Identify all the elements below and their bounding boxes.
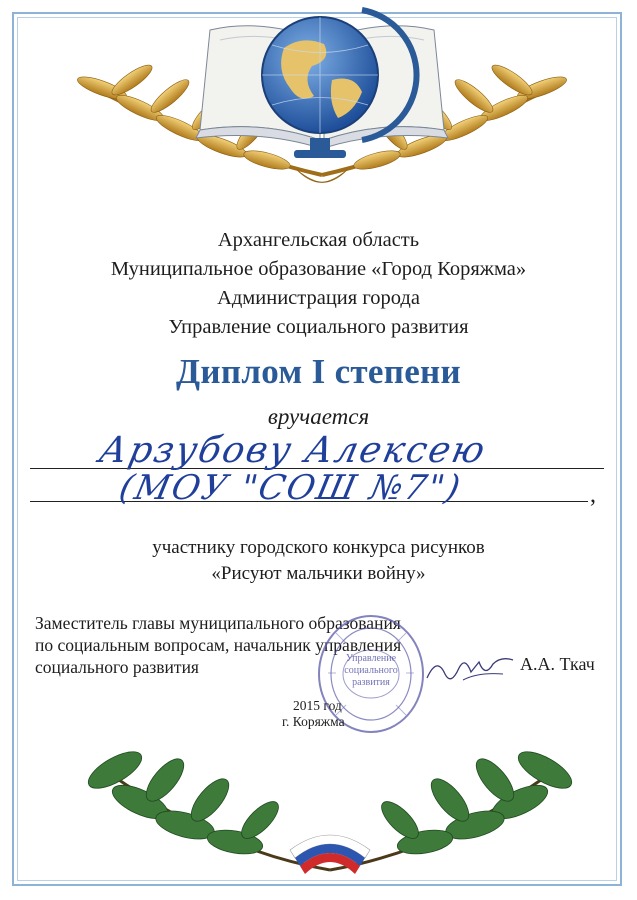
bottom-wreath-icon — [85, 730, 575, 880]
signatory-line-1: Заместитель главы муниципального образования — [35, 613, 401, 633]
stamp-center-text: Управление социального развития — [344, 653, 398, 688]
header-department: Управление социального развития — [168, 316, 469, 338]
header-region: Архангельская область — [217, 229, 420, 251]
award-city: г. Коряжма — [282, 714, 345, 729]
signature-icon — [423, 648, 518, 690]
signatory-name: А.А. Ткач — [520, 654, 595, 674]
signatory-line-2: по социальным вопросам, начальник управления — [35, 635, 402, 655]
header-administration: Администрация города — [217, 287, 420, 309]
globe-book-emblem-icon — [62, 0, 582, 200]
header-municipality: Муниципальное образование «Город Коряжма» — [110, 258, 527, 280]
recipient-school-handwritten: (МОУ "СОШ №7") — [115, 468, 466, 508]
flag-ribbon-icon — [290, 835, 370, 874]
diploma-title: Диплом I степени — [176, 352, 461, 391]
comma-mark: , — [590, 482, 596, 508]
awarded-label: вручается — [267, 404, 370, 429]
recipient-name-handwritten: Арзубову Алексею — [95, 430, 491, 471]
award-year: 2015 год — [293, 698, 342, 713]
signatory-line-3: социального развития — [35, 657, 199, 677]
contest-name: «Рисуют мальчики войну» — [211, 563, 426, 584]
participant-text: участнику городского конкурса рисунков — [152, 537, 485, 558]
